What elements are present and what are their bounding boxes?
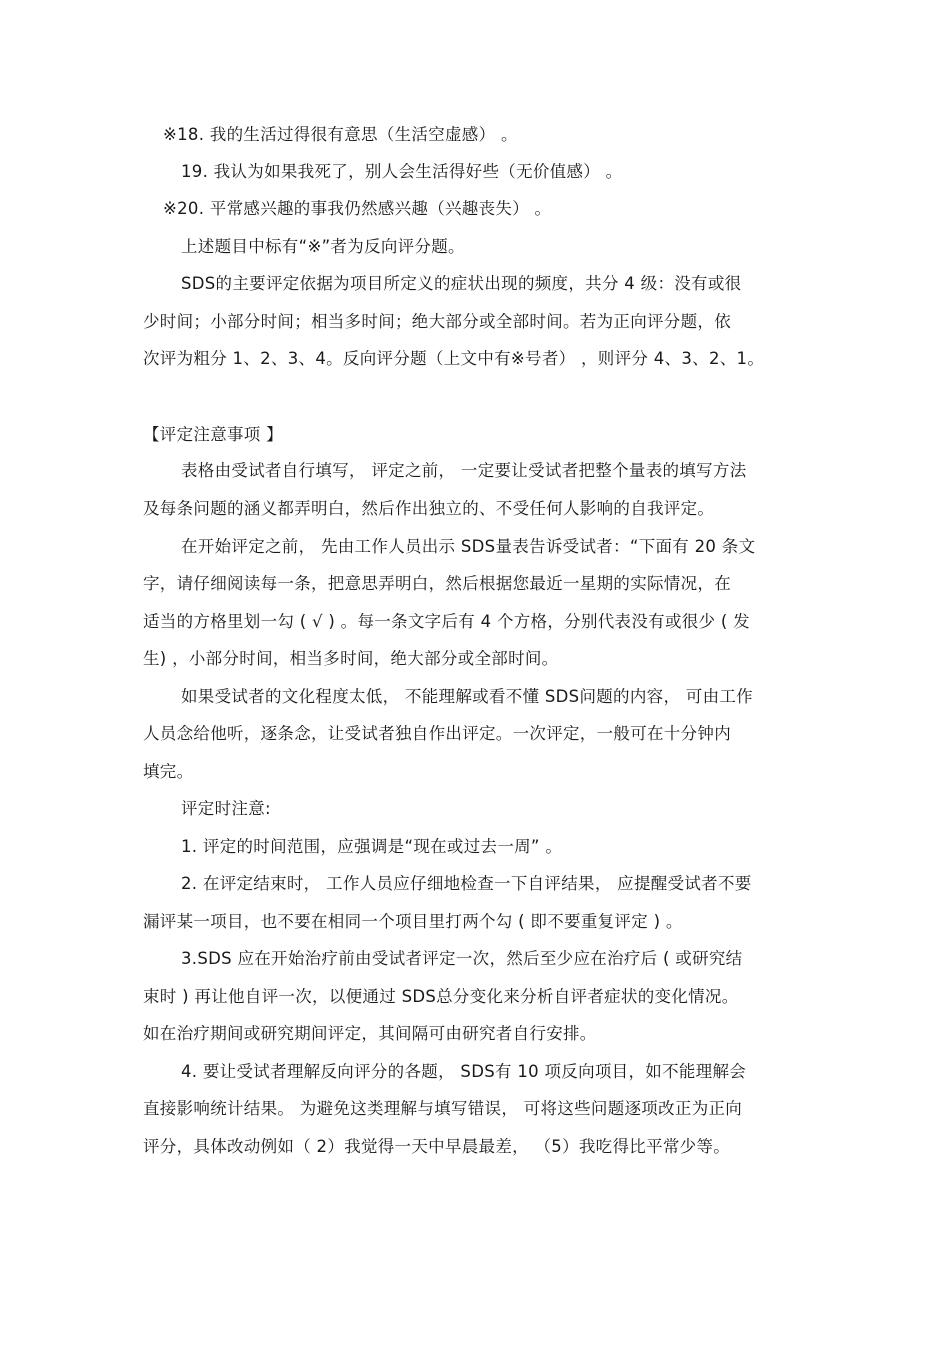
para3-line-3: 填完。: [143, 762, 194, 781]
point-2-line-1: 2. 在评定结束时， 工作人员应仔细地检查一下自评结果， 应提醒受试者不要: [181, 874, 752, 893]
scoring-line-1: SDS的主要评定依据为项目所定义的症状出现的频度，共分 4 级：没有或很: [181, 274, 742, 293]
para2-line-2: 字，请仔细阅读每一条，把意思弄明白，然后根据您最近一星期的实际情况，在: [143, 574, 731, 593]
attention-label: 评定时注意:: [181, 799, 271, 818]
para3-line-2: 人员念给他听，逐条念，让受试者独自作出评定。一次评定，一般可在十分钟内: [143, 724, 731, 743]
para2-line-1: 在开始评定之前， 先由工作人员出示 SDS量表告诉受试者：“下面有 20 条文: [181, 537, 756, 556]
point-1: 1. 评定的时间范围，应强调是“现在或过去一周” 。: [181, 837, 563, 856]
point-4-line-3: 评分，具体改动例如（ 2）我觉得一天中早晨最差， （5）我吃得比平常少等。: [143, 1137, 731, 1156]
reverse-scoring-note: 上述题目中标有“※”者为反向评分题。: [181, 237, 465, 256]
point-2-line-2: 漏评某一项目，也不要在相同一个项目里打两个勾 ( 即不要重复评定 ) 。: [143, 912, 683, 931]
point-3-line-2: 束时 ) 再让他自评一次，以便通过 SDS总分变化来分析自评者症状的变化情况。: [143, 987, 739, 1006]
section-heading: 【评定注意事项 】: [143, 425, 283, 444]
scoring-line-3: 次评为粗分 1、2、3、4。反向评分题（上文中有※号者） ，则评分 4、3、2、1。: [143, 349, 765, 368]
para3-line-1: 如果受试者的文化程度太低， 不能理解或看不懂 SDS问题的内容， 可由工作: [181, 687, 753, 706]
point-4-line-2: 直接影响统计结果。 为避免这类理解与填写错误， 可将这些问题逐项改正为正向: [143, 1099, 743, 1118]
item-19: 19. 我认为如果我死了，别人会生活得好些（无价值感） 。: [181, 162, 623, 181]
item-20: ※20. 平常感兴趣的事我仍然感兴趣（兴趣丧失） 。: [163, 199, 552, 218]
para1-line-2: 及每条问题的涵义都弄明白，然后作出独立的、不受任何人影响的自我评定。: [143, 499, 715, 518]
point-4-line-1: 4. 要让受试者理解反向评分的各题， SDS有 10 项反向项目，如不能理解会: [181, 1062, 747, 1081]
para2-line-3: 适当的方格里划一勾 ( √ ) 。每一条文字后有 4 个方格，分别代表没有或很少 ( 发: [143, 612, 750, 631]
item-18: ※18. 我的生活过得很有意思（生活空虚感） 。: [163, 125, 518, 144]
point-3-line-3: 如在治疗期间或研究期间评定，其间隔可由研究者自行安排。: [143, 1024, 597, 1043]
para2-line-4: 生) ，小部分时间，相当多时间，绝大部分或全部时间。: [143, 649, 559, 668]
point-3-line-1: 3.SDS 应在开始治疗前由受试者评定一次，然后至少应在治疗后 ( 或研究结: [181, 949, 743, 968]
para1-line-1: 表格由受试者自行填写， 评定之前， 一定要让受试者把整个量表的填写方法: [181, 461, 747, 480]
scoring-line-2: 少时间；小部分时间；相当多时间；绝大部分或全部时间。若为正向评分题，依: [143, 312, 731, 331]
